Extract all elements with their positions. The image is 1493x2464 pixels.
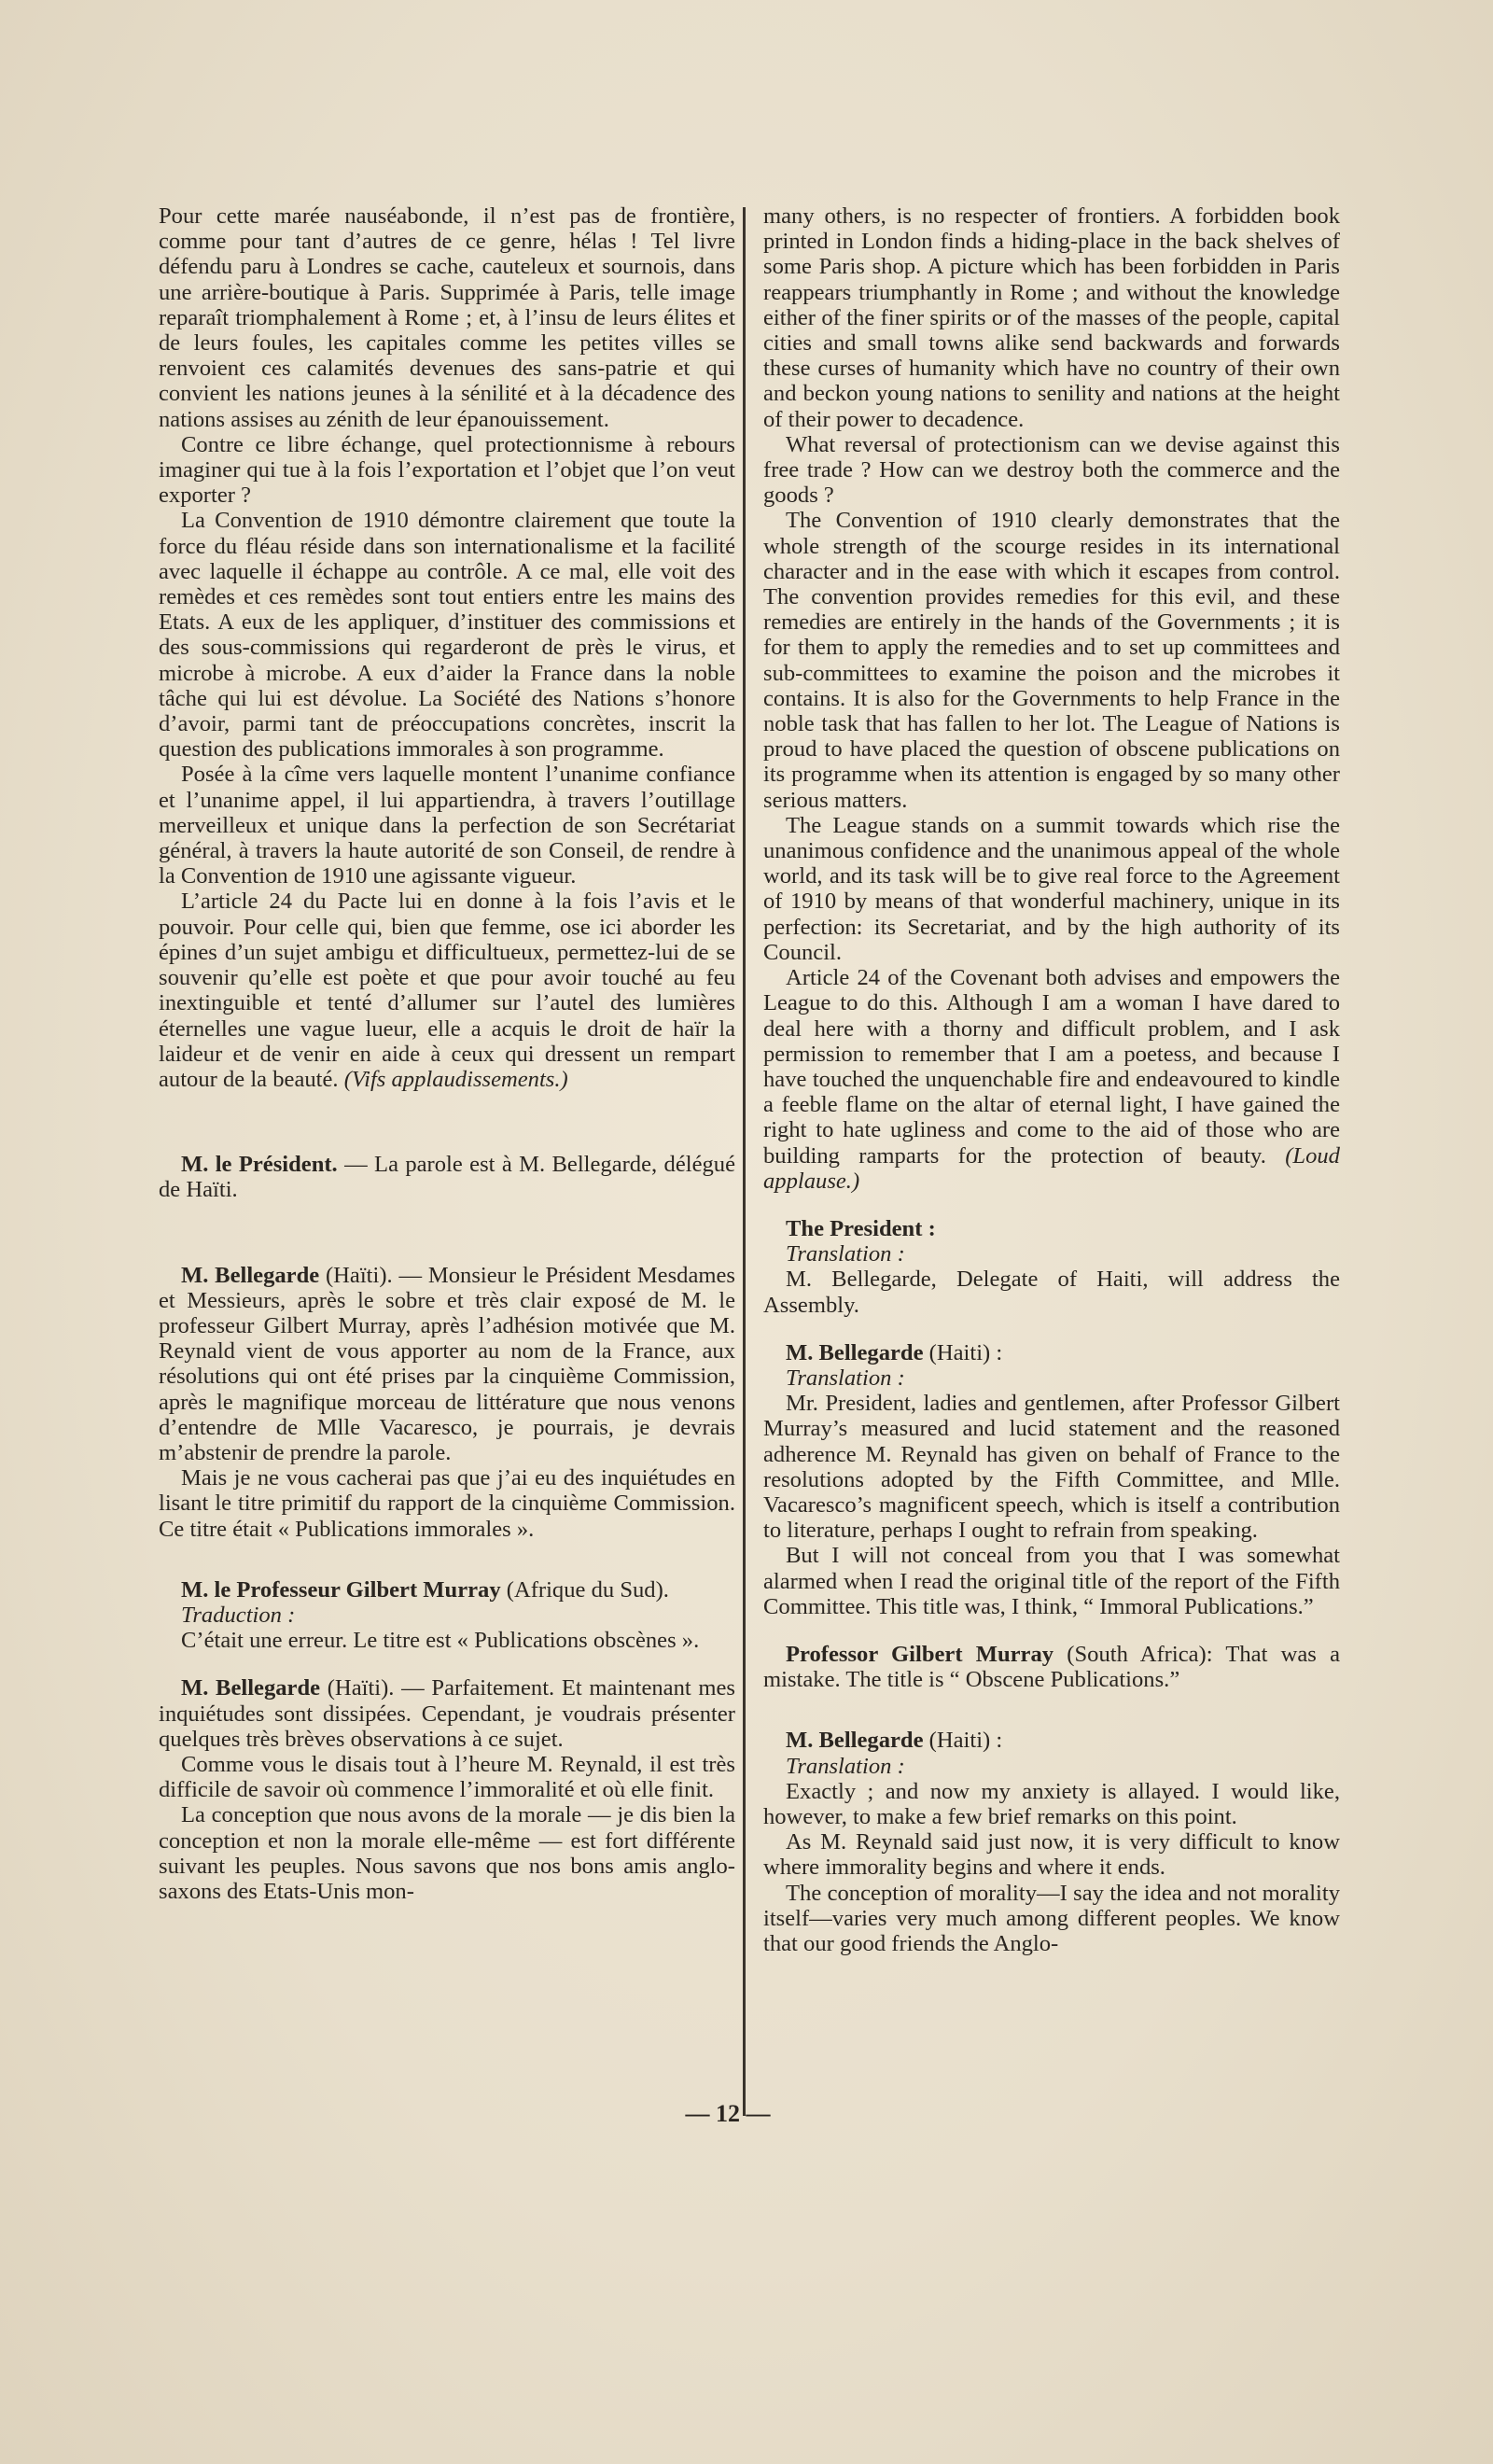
en-paragraph: As M. Reynald said just now, it is very difficult to know where immorality begins and where it ends.	[763, 1829, 1340, 1881]
fr-speaker-bellegarde: M. Bellegarde	[181, 1262, 320, 1288]
en-paragraph	[763, 965, 1340, 1194]
en-speaker-president	[763, 1216, 1340, 1241]
en-bellegarde-entry	[763, 1340, 1340, 1365]
en-paragraph: But I will not conceal from you that I was somewhat alarmed when I read the original title of the report of the Fifth Committee. This title was, I think, “ Immoral Publications.”	[763, 1543, 1340, 1619]
fr-speaker-bellegarde: M. Bellegarde	[181, 1675, 321, 1701]
fr-bellegarde-entry	[159, 1675, 735, 1752]
fr-bellegarde-text: (Haïti). — Parfaitement. Et maintenant mes inquiétudes sont dissipées. Cependant, je voudrais présenter quelques très brèves observations à ce sujet.	[159, 1675, 735, 1752]
fr-paragraph: Posée à la cîme vers laquelle montent l’unanime confiance et l’unanime appel, il lui appartiendra, à travers l’outillage merveilleux et unique dans la perfection de son Secrétariat général, à travers la haute autorité de son Conseil, de rendre à la Convention de 1910 une agissante vigueur.	[159, 762, 735, 889]
english-column	[763, 203, 1340, 1956]
fr-paragraph: La conception que nous avons de la morale — je dis bien la conception et non la morale elle-même — est fort différente suivant les peuples. Nous savons que nos bons amis anglo-saxons des Etats-Unis mon-	[159, 1802, 735, 1904]
fr-paragraph: Pour cette marée nauséabonde, il n’est pas de frontière, comme pour tant d’autres de ce genre, hélas ! Tel livre défendu paru à Londres se cache, cauteleux et sournois, dans une arrière-boutique à Paris. Supprimée à Paris, telle image reparaît triomphalement à Rome ; et, à l’insu de leurs élites et de leurs foules, les capitales comme les petites villes se renvoient ces calamités devenues des sans-patrie et qui convient les nations jeunes à la sénilité et à la décadence des nations assises au zénith de leur épanouissement.	[159, 203, 735, 432]
en-paragraph: M. Bellegarde, Delegate of Haiti, will address the Assembly.	[763, 1267, 1340, 1318]
en-paragraph: many others, is no respecter of frontiers. A forbidden book printed in London finds a hiding-place in the back shelves of some Paris shop. A picture which has been forbidden in Paris reappears triumphantly in Rome ; and without the knowledge either of the finer spirits or of the masses of the people, capital cities and small towns alike send backwards and forwards these curses of humanity which have no country of their own and beckon young nations to senility and nations at the height of their power to decadence.	[763, 203, 1340, 432]
fr-paragraph-text: L’article 24 du Pacte lui en donne à la fois l’avis et le pouvoir. Pour celle qui, bien que femme, ose ici aborder les épines d’un sujet ambigu et difficultueux, permettez-lui de se souvenir qu’elle est poète et que pour avoir touché au feu inextinguible et tenté d’allumer sur l’autel des lumières éternelles une vague lueur, elle a acquis le droit de haïr la laideur et de venir en aide à ceux qui dressent un rempart autour de la beauté.	[159, 889, 735, 1092]
en-paragraph: Mr. President, ladies and gentlemen, after Professor Gilbert Murray’s measured and lucid statement and the reasoned adherence M. Reynald has given on behalf of France to the resolutions adopted by the Fifth Committee, and Mlle. Vacaresco’s magnificent speech, which is itself a contribution to literature, perhaps I ought to refrain from speaking.	[763, 1391, 1340, 1544]
en-bellegarde-country: (Haiti) :	[923, 1728, 1003, 1754]
fr-speaker-murray: M. le Professeur Gilbert Murray	[181, 1576, 501, 1603]
en-bellegarde-country: (Haiti) :	[923, 1339, 1003, 1365]
en-paragraph: The Convention of 1910 clearly demonstrates that the whole strength of the scourge resides in its international character and in the ease with which it escapes from control. The convention provides remedies for this evil, and these remedies are entirely in the hands of the Governments ; it is for them to apply the remedies and to set up committees and sub-committees to examine the poison and the microbes it contains. It is also for the Governments to help France in the noble task that has fallen to her lot. The League of Nations is proud to have placed the question of obscene publications on its programme when its attention is engaged by so many other serious matters.	[763, 508, 1340, 813]
en-paragraph: The conception of morality—I say the idea and not morality itself—varies very much among different peoples. We know that our good friends the Anglo-	[763, 1880, 1340, 1956]
french-column	[159, 203, 735, 1904]
fr-paragraph: La Convention de 1910 démontre clairement que toute la force du fléau réside dans son internationalisme et la facilité avec laquelle il échappe au contrôle. A ce mal, elle voit des remèdes et ces remèdes sont tout entiers entre les mains des Etats. A eux de les appliquer, d’instituer des commissions et des sous-commissions qui regarderont de près le virus, et microbe à microbe. A eux d’aider la France dans la noble tâche qui lui est dévolue. La Société des Nations s’honore d’avoir, parmi tant de préoccupations concrètes, inscrit la question des publications immorales à son programme.	[159, 508, 735, 763]
en-bellegarde-entry	[763, 1728, 1340, 1753]
en-paragraph: The League stands on a summit towards which rise the unanimous confidence and the unanimous appeal of the whole world, and its task will be to give real force to the Agreement of 1910 by means of that wonderful machinery, unique in its perfection: its Secretariat, and by the high authority of its Council.	[763, 812, 1340, 965]
fr-paragraph: Mais je ne vous cacherai pas que j’ai eu des inquiétudes en lisant le titre primitif du rapport de la cinquième Commission. Ce titre était « Publications immorales ».	[159, 1465, 735, 1542]
fr-applause: (Vifs applaudissements.)	[343, 1066, 568, 1092]
en-translation-label: Translation :	[786, 1365, 905, 1391]
en-applause: (Loud applause.)	[763, 1142, 1340, 1194]
fr-president-text: — La parole est à M. Bellegarde, délégué de Haïti.	[159, 1152, 736, 1203]
fr-speaker-president: M. le Président.	[181, 1152, 338, 1178]
fr-president-entry	[159, 1152, 735, 1202]
fr-paragraph	[159, 889, 735, 1092]
en-speaker-president-name: The President :	[786, 1215, 936, 1241]
en-translation-label: Translation :	[786, 1241, 905, 1267]
fr-paragraph: C’était une erreur. Le titre est « Publications obscènes ».	[181, 1628, 700, 1654]
fr-paragraph: Contre ce libre échange, quel protectionnisme à rebours imaginer qui tue à la fois l’exportation et l’objet que l’on veut exporter ?	[159, 431, 735, 509]
en-speaker-bellegarde: M. Bellegarde	[786, 1339, 924, 1365]
en-murray-text: (South Africa): That was a mistake. The title is “ Obscene Publications.”	[763, 1641, 1341, 1693]
en-translation-label: Translation :	[786, 1753, 905, 1779]
fr-bellegarde-entry	[159, 1263, 735, 1466]
en-paragraph: What reversal of protectionism can we devise against this free trade ? How can we destroy both the commerce and the goods ?	[763, 431, 1340, 509]
fr-murray-text: (Afrique du Sud).	[500, 1576, 669, 1603]
en-paragraph: Exactly ; and now my anxiety is allayed. I would like, however, to make a few brief remarks on this point.	[763, 1778, 1340, 1829]
column-divider	[743, 207, 746, 2116]
fr-murray-entry	[159, 1577, 735, 1603]
en-speaker-bellegarde: M. Bellegarde	[786, 1728, 924, 1754]
en-paragraph-text: Article 24 of the Covenant both advises and empowers the League to do this. Although I am a woman I have dared to deal here with a thorny and difficult problem, and I ask permission to remember that I am a poetess, and because I have touched the unquenchable fire and endeavoured to kindle a feeble flame on the altar of eternal light, I have gained the right to hate ugliness and come to the aid of those who are building ramparts for the protection of beauty.	[763, 965, 1340, 1169]
en-speaker-murray: Professor Gilbert Murray	[786, 1641, 1054, 1667]
en-murray-entry	[763, 1642, 1340, 1692]
page-number: — 12 —	[685, 2100, 771, 2127]
fr-bellegarde-text: (Haïti). — Monsieur le Président Mesdames et Messieurs, après le sobre et très clair exposé de M. le professeur Gilbert Murray, après l’adhésion motivée que M. Reynald vient de vous apporter au nom de la France, aux résolutions qui ont été prises par la cinquième Commission, après le magnifique morceau de littérature que nous venons d’entendre de Mlle Vacaresco, je pourrais, je devrais m’abstenir de prendre la parole.	[159, 1262, 736, 1465]
fr-translation-label: Traduction :	[181, 1602, 296, 1628]
fr-paragraph: Comme vous le disais tout à l’heure M. Reynald, il est très difficile de savoir où commence l’immoralité et où elle finit.	[159, 1751, 735, 1803]
